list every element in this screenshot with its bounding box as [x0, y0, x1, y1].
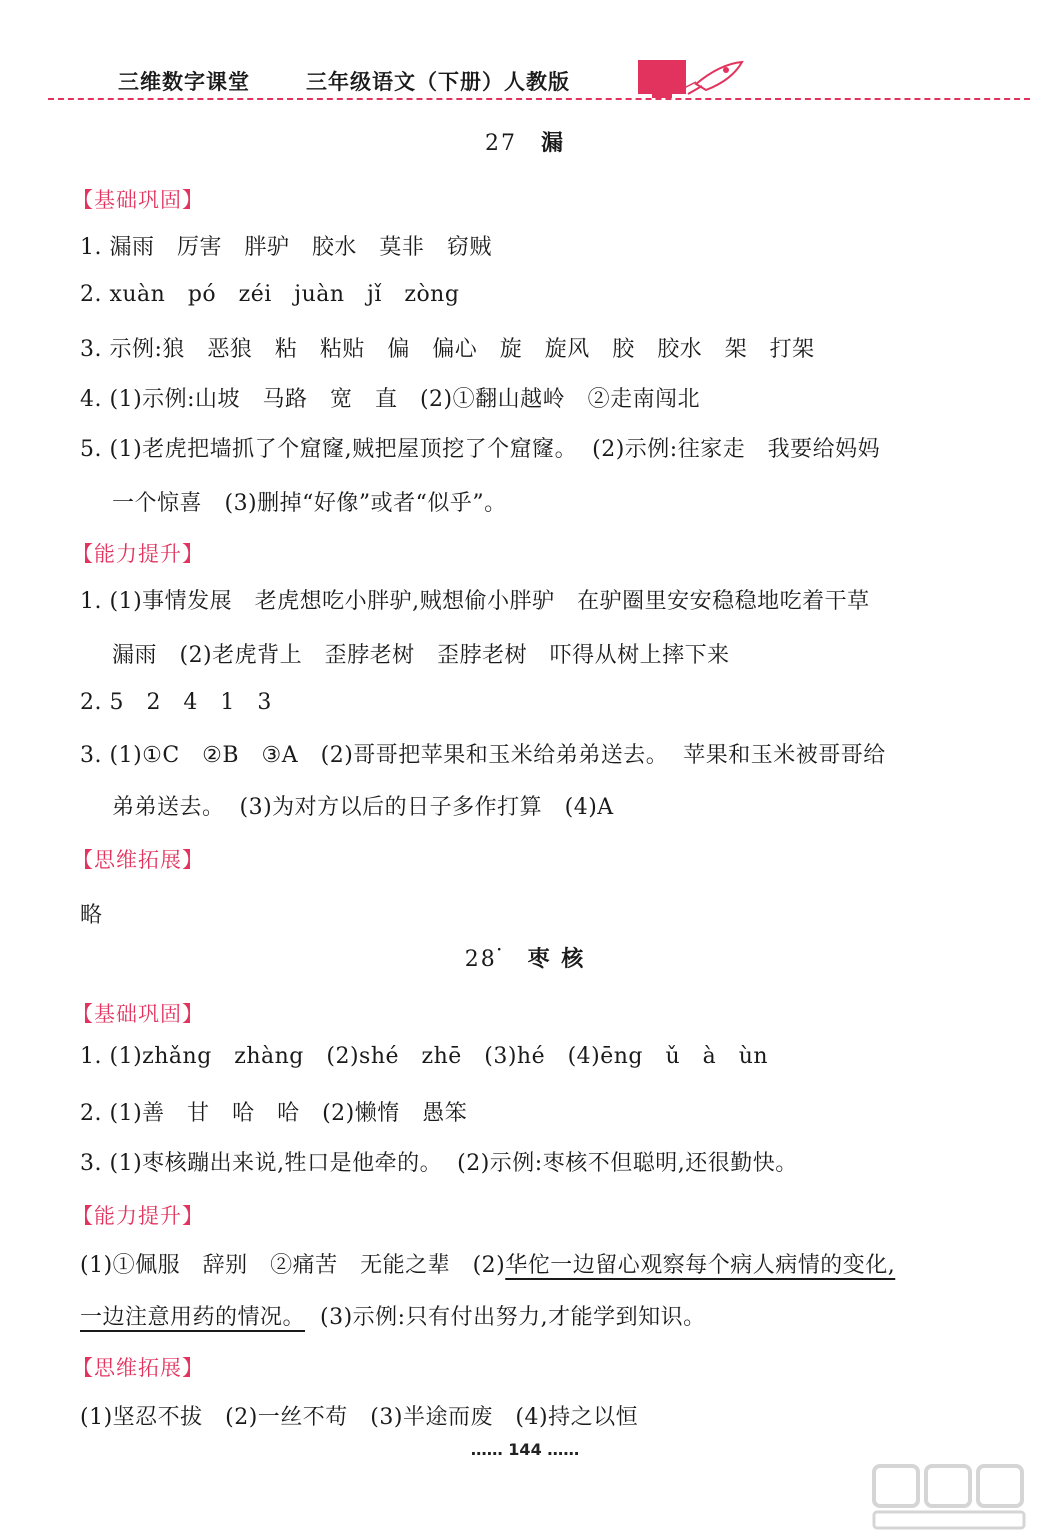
- series-name: 三维数字课堂: [118, 70, 250, 94]
- answer-line: 3. (1)①C ②B ③A (2)哥哥把苹果和玉米给弟弟送去。 苹果和玉米被哥哥给: [80, 743, 886, 768]
- book-title: 三年级语文（下册）人教版: [306, 70, 570, 94]
- lesson-number: 28: [464, 947, 497, 972]
- answer-line: 4. (1)示例:山坡 马路 宽 直 (2)①翻山越岭 ②走南闯北: [80, 387, 701, 412]
- answer-line: [80, 1248, 895, 1279]
- answer-line: 3. (1)枣核蹦出来说,牲口是他牵的。 (2)示例:枣核不但聪明,还很勤快。: [80, 1151, 798, 1176]
- answer-line: 弟弟送去。 (3)为对方以后的日子多作打算 (4)A: [112, 795, 614, 820]
- underlined-answer: 华佗一边留心观察每个病人病情的变化,: [505, 1253, 896, 1278]
- lesson-name: 漏: [540, 130, 565, 156]
- answer-line: [80, 1300, 706, 1331]
- section-tag-basic: 【基础巩固】: [72, 188, 204, 212]
- answer-line: 3. 示例:狼 恶狼 粘 粘贴 偏 偏心 旋 旋风 胶 胶水 架 打架: [80, 337, 815, 362]
- watermark-logo-icon: [868, 1462, 1038, 1532]
- answer-line: 2. 5 2 4 1 3: [80, 690, 272, 715]
- answer-line: 2. xuàn pó zéi juàn jǐ zòng: [80, 282, 460, 307]
- answer-text: (1)①佩服 辞别 ②痛苦 无能之辈 (2): [80, 1253, 506, 1278]
- answer-line: 2. (1)善 甘 哈 哈 (2)懒惰 愚笨: [80, 1101, 468, 1126]
- section-tag-thinking: 【思维拓展】: [72, 1356, 204, 1380]
- page-number: 144: [508, 1440, 542, 1459]
- lesson-mark: ·: [496, 942, 504, 958]
- underlined-answer: 一边注意用药的情况。: [80, 1305, 306, 1330]
- lesson-name: 枣 核: [527, 946, 586, 972]
- page-header: [0, 0, 1050, 110]
- section-tag-basic: 【基础巩固】: [72, 1002, 204, 1026]
- lesson-number: 27: [484, 131, 517, 156]
- answer-line: 漏雨 (2)老虎背上 歪脖老树 歪脖老树 吓得从树上摔下来: [112, 643, 730, 668]
- footer-dots: ……: [547, 1440, 580, 1459]
- lesson-28-title: [0, 942, 1050, 973]
- section-tag-thinking: 【思维拓展】: [72, 848, 204, 872]
- page-footer: [0, 1440, 1050, 1459]
- footer-dots: ……: [470, 1440, 503, 1459]
- answer-line: (1)坚忍不拔 (2)一丝不苟 (3)半途而废 (4)持之以恒: [80, 1405, 639, 1430]
- section-tag-ability: 【能力提升】: [72, 1204, 204, 1228]
- answer-line: 5. (1)老虎把墙抓了个窟窿,贼把屋顶挖了个窟窿。 (2)示例:往家走 我要给妈妈: [80, 437, 881, 462]
- lesson-27-title: [0, 126, 1050, 157]
- answer-line: 1. 漏雨 厉害 胖驴 胶水 莫非 窃贼: [80, 235, 492, 260]
- answer-line: 1. (1)事情发展 老虎想吃小胖驴,贼想偷小胖驴 在驴圈里安安稳稳地吃着干草: [80, 589, 870, 614]
- answer-line: 一个惊喜 (3)删掉“好像”或者“似乎”。: [112, 491, 507, 516]
- answer-text: (3)示例:只有付出努力,才能学到知识。: [305, 1305, 706, 1330]
- header-divider: [48, 98, 1030, 100]
- answer-line: 略: [80, 903, 103, 928]
- section-tag-ability: 【能力提升】: [72, 542, 204, 566]
- answer-line: 1. (1)zhǎng zhàng (2)shé zhē (3)hé (4)ēng ǔ à ùn: [80, 1044, 769, 1069]
- rocket-logo-icon: [636, 54, 746, 100]
